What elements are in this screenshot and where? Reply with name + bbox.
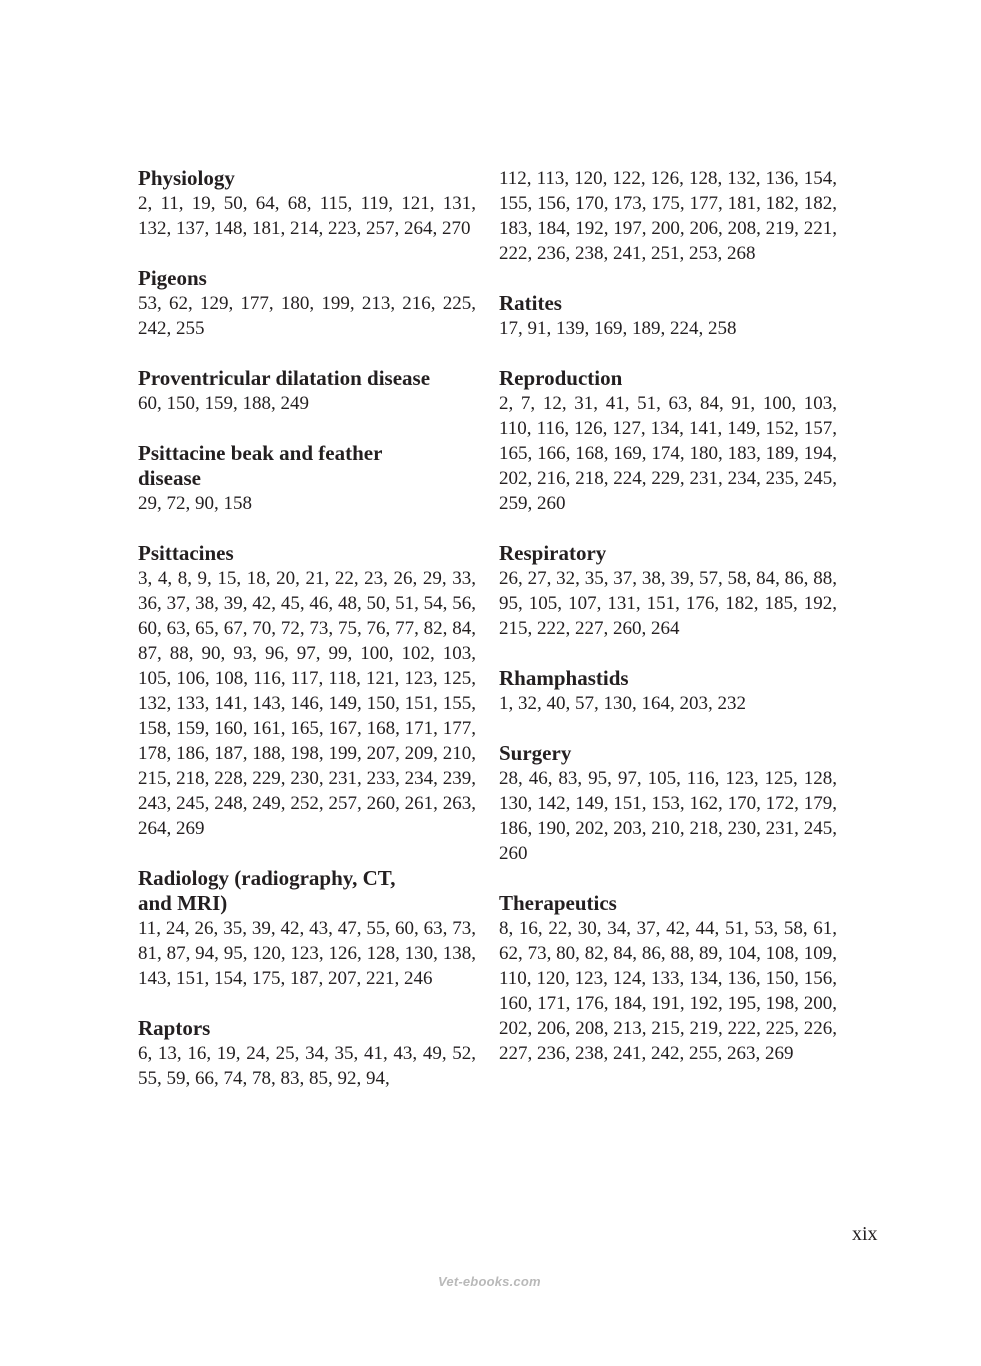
entry-page-refs: 53, 62, 129, 177, 180, 199, 213, 216, 225, 242, 255 [138, 293, 476, 339]
entry-page-refs: 6, 13, 16, 19, 24, 25, 34, 35, 41, 43, 49, 52, 55, 59, 66, 74, 78, 83, 85, 92, 94, [138, 1043, 476, 1089]
index-entry-rhamphastids [499, 666, 837, 716]
index-entry-ratites [499, 291, 837, 341]
entry-heading: Respiratory [499, 541, 607, 565]
entry-heading: Raptors [138, 1016, 211, 1040]
index-entry-reproduction [499, 366, 837, 516]
index-entry-proventricular [138, 366, 476, 416]
index-entry-physiology [138, 166, 476, 241]
entry-heading: Psittacine beak and feather disease [138, 441, 383, 490]
index-entry-pigeons [138, 266, 476, 341]
entry-heading: Reproduction [499, 366, 623, 390]
entry-page-refs: 11, 24, 26, 35, 39, 42, 43, 47, 55, 60, 63, 73, 81, 87, 94, 95, 120, 123, 126, 128, 130, 138, 143, 151, 154, 175, 187, 207, 221, 246 [138, 918, 476, 989]
entry-page-refs: 29, 72, 90, 158 [138, 493, 252, 514]
entry-heading: Therapeutics [499, 891, 617, 915]
index-entry-pbfd [138, 441, 476, 516]
left-column [138, 166, 476, 1116]
entry-page-refs: 17, 91, 139, 169, 189, 224, 258 [499, 318, 737, 339]
entry-page-refs: 60, 150, 159, 188, 249 [138, 393, 309, 414]
entry-page-refs: 3, 4, 8, 9, 15, 18, 20, 21, 22, 23, 26, 29, 33, 36, 37, 38, 39, 42, 45, 46, 48, 50, 51, 54, 56, 60, 63, 65, 67, 70, 72, 73, 75, 76, 77, 82, 84, 87, 88, 90, 93, 96, 97, 99, 100, 102, 103, 105, 106, 108, 116, 117, 118, 121, 123, 125, 132, 133, 141, 143, 146, 149, 150, 151, 155, 158, 159, 160, 161, 165, 167, 168, 171, 177, 178, 186, 187, 188, 198, 199, 207, 209, 210, 215, 218, 228, 229, 230, 231, 233, 234, 239, 243, 245, 248, 249, 252, 257, 260, 261, 263, 264, 269 [138, 568, 476, 839]
entry-heading: Psittacines [138, 541, 234, 565]
entry-page-refs: 26, 27, 32, 35, 37, 38, 39, 57, 58, 84, 86, 88, 95, 105, 107, 131, 151, 176, 182, 185, 192, 215, 222, 227, 260, 264 [499, 568, 837, 639]
right-column [499, 166, 837, 1091]
entry-heading: Radiology (radiography, CT, and MRI) [138, 866, 396, 915]
entry-heading: Ratites [499, 291, 562, 315]
page-number: xix [852, 1223, 878, 1245]
watermark-logo: Vet-ebooks.com [438, 1274, 541, 1289]
entry-page-refs: 112, 113, 120, 122, 126, 128, 132, 136, 154, 155, 156, 170, 173, 175, 177, 181, 182, 182, 183, 184, 192, 197, 200, 206, 208, 219, 221, 222, 236, 238, 241, 251, 253, 268 [499, 168, 837, 264]
entry-heading: Proventricular dilatation disease [138, 366, 431, 390]
entry-heading: Physiology [138, 166, 235, 190]
index-entry-psittacines [138, 541, 476, 841]
entry-heading: Pigeons [138, 266, 207, 290]
entry-heading: Rhamphastids [499, 666, 629, 690]
entry-page-refs: 2, 11, 19, 50, 64, 68, 115, 119, 121, 131, 132, 137, 148, 181, 214, 223, 257, 264, 270 [138, 193, 476, 239]
index-entry-raptors [138, 1016, 476, 1091]
entry-page-refs: 2, 7, 12, 31, 41, 51, 63, 84, 91, 100, 103, 110, 116, 126, 127, 134, 141, 149, 152, 157, 165, 166, 168, 169, 174, 180, 183, 189, 194, 202, 216, 218, 224, 229, 231, 234, 235, 245, 259, 260 [499, 393, 837, 514]
index-entry-respiratory [499, 541, 837, 641]
index-entry-surgery [499, 741, 837, 866]
index-entry-radiology [138, 866, 476, 991]
index-entry-therapeutics [499, 891, 837, 1066]
entry-page-refs: 1, 32, 40, 57, 130, 164, 203, 232 [499, 693, 746, 714]
entry-heading: Surgery [499, 741, 572, 765]
entry-page-refs: 28, 46, 83, 95, 97, 105, 116, 123, 125, 128, 130, 142, 149, 151, 153, 162, 170, 172, 179, 186, 190, 202, 203, 210, 218, 230, 231, 245, 260 [499, 768, 837, 864]
index-entry-raptors-continued [499, 166, 837, 266]
entry-page-refs: 8, 16, 22, 30, 34, 37, 42, 44, 51, 53, 58, 61, 62, 73, 80, 82, 84, 86, 88, 89, 104, 108, 109, 110, 120, 123, 124, 133, 134, 136, 150, 156, 160, 171, 176, 184, 191, 192, 195, 198, 200, 202, 206, 208, 213, 215, 219, 222, 225, 226, 227, 236, 238, 241, 242, 255, 263, 269 [499, 918, 837, 1064]
